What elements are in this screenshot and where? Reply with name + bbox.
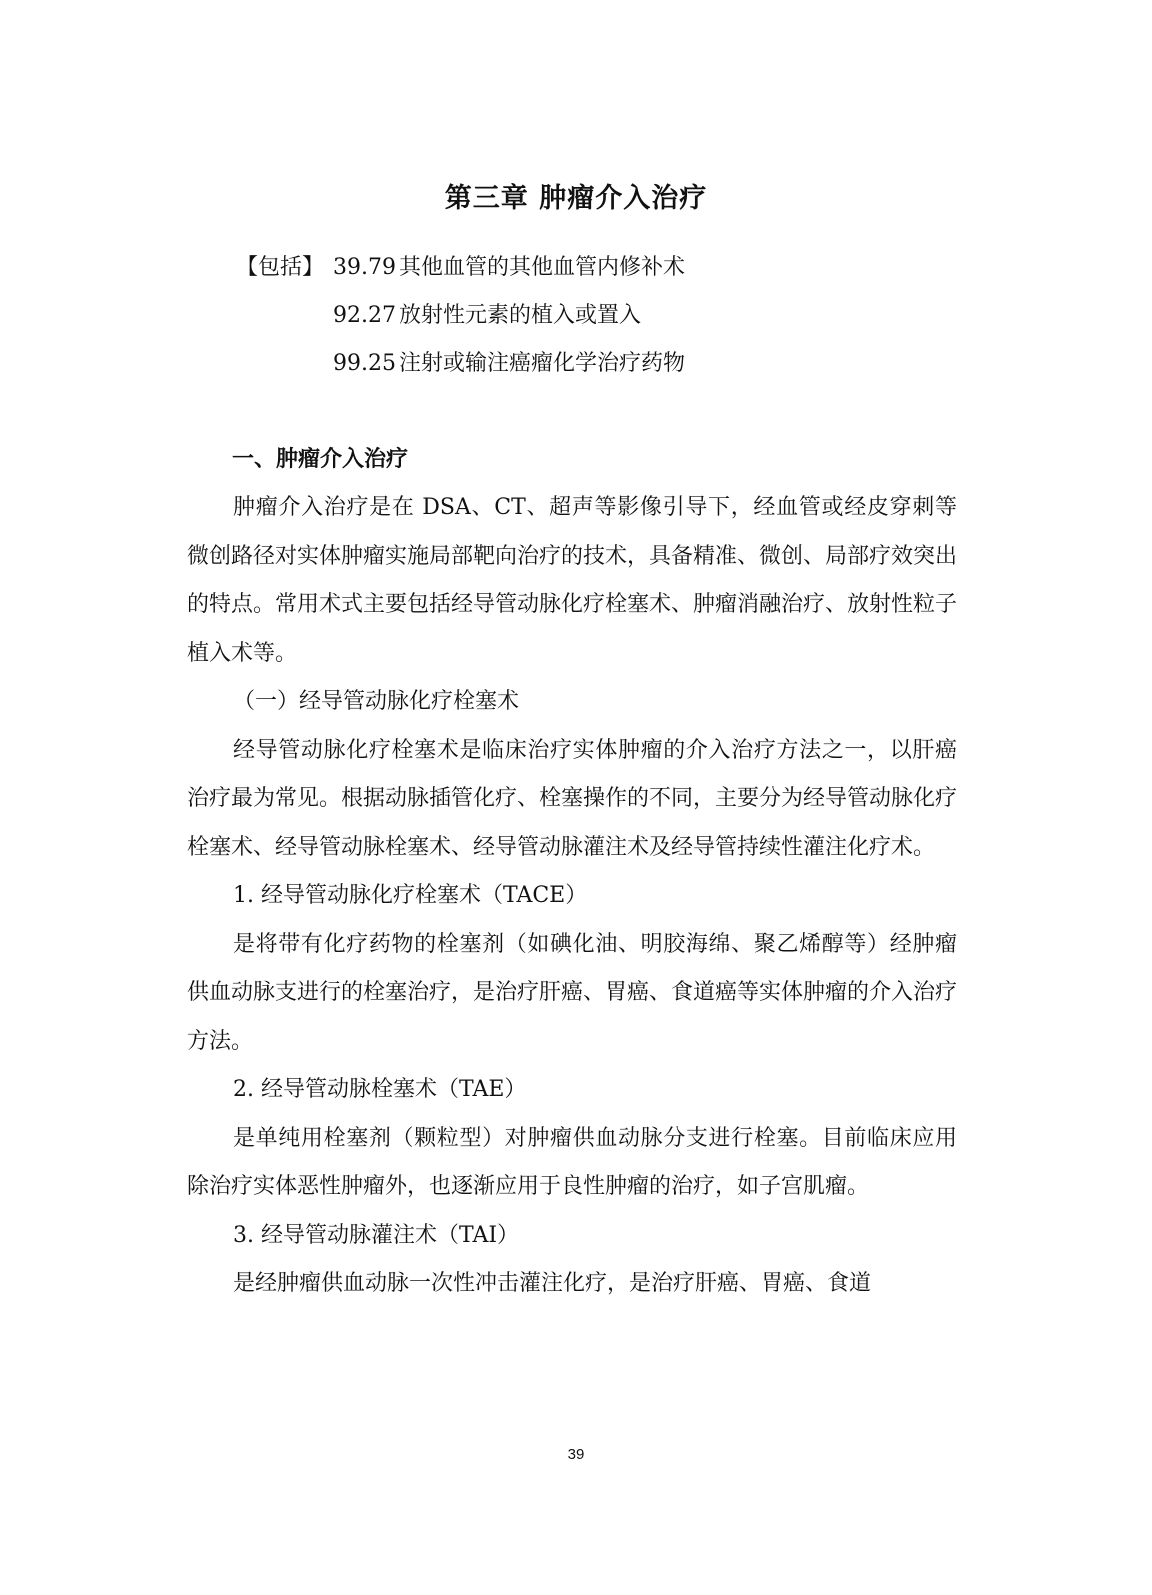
- procedure-code: 39.79: [333, 255, 396, 280]
- item-paragraph-tace: 是将带有化疗药物的栓塞剂（如碘化油、明胶海绵、聚乙烯醇等）经肿瘤供血动脉支进行的栓塞治疗，是治疗肝癌、胃癌、食道癌等实体肿瘤的介入治疗方法。: [187, 931, 958, 1054]
- section-heading: 一、肿瘤介入治疗: [232, 447, 409, 472]
- procedure-code: 92.27: [333, 303, 396, 328]
- page-number: 39: [567, 1446, 585, 1463]
- procedure-code: 99.25: [333, 351, 396, 376]
- subsection-paragraph: 经导管动脉化疗栓塞术是临床治疗实体肿瘤的介入治疗方法之一，以肝癌治疗最为常见。根据动脉插管化疗、栓塞操作的不同，主要分为经导管动脉化疗栓塞术、经导管动脉栓塞术、经导管动脉灌注术及经导管持续性灌注化疗术。: [187, 737, 958, 860]
- includes-label: 【包括】: [236, 255, 325, 280]
- chapter-title: 第三章 肿瘤介入治疗: [444, 183, 708, 214]
- section-body: [187, 484, 957, 1309]
- intro-paragraph: 肿瘤介入治疗是在 DSA、CT、超声等影像引导下，经血管或经皮穿刺等微创路径对实体肿瘤实施局部靶向治疗的技术，具备精准、微创、局部疗效突出的特点。常用术式主要包括经导管动脉化疗栓塞术、肿瘤消融治疗、放射性粒子植入术等。: [187, 495, 958, 666]
- procedure-name: 注射或输注癌瘤化学治疗药物: [399, 351, 686, 376]
- includes-row: [236, 298, 685, 346]
- includes-row: [236, 250, 685, 298]
- item-heading-tai: 3. 经导管动脉灌注术（TAI）: [233, 1222, 520, 1248]
- includes-row: [236, 346, 685, 394]
- procedure-name: 其他血管的其他血管内修补术: [399, 255, 686, 280]
- item-paragraph-tai: 是经肿瘤供血动脉一次性冲击灌注化疗，是治疗肝癌、胃癌、食道: [233, 1271, 872, 1296]
- subsection-heading: （一）经导管动脉化疗栓塞术: [233, 689, 520, 714]
- includes-block: [236, 250, 685, 394]
- item-heading-tae: 2. 经导管动脉栓塞术（TAE）: [233, 1077, 527, 1102]
- item-heading-tace: 1. 经导管动脉化疗栓塞术（TACE）: [233, 883, 588, 908]
- procedure-name: 放射性元素的植入或置入: [399, 303, 642, 328]
- item-paragraph-tae: 是单纯用栓塞剂（颗粒型）对肿瘤供血动脉分支进行栓塞。目前临床应用除治疗实体恶性肿瘤外，也逐渐应用于良性肿瘤的治疗，如子宫肌瘤。: [187, 1125, 957, 1199]
